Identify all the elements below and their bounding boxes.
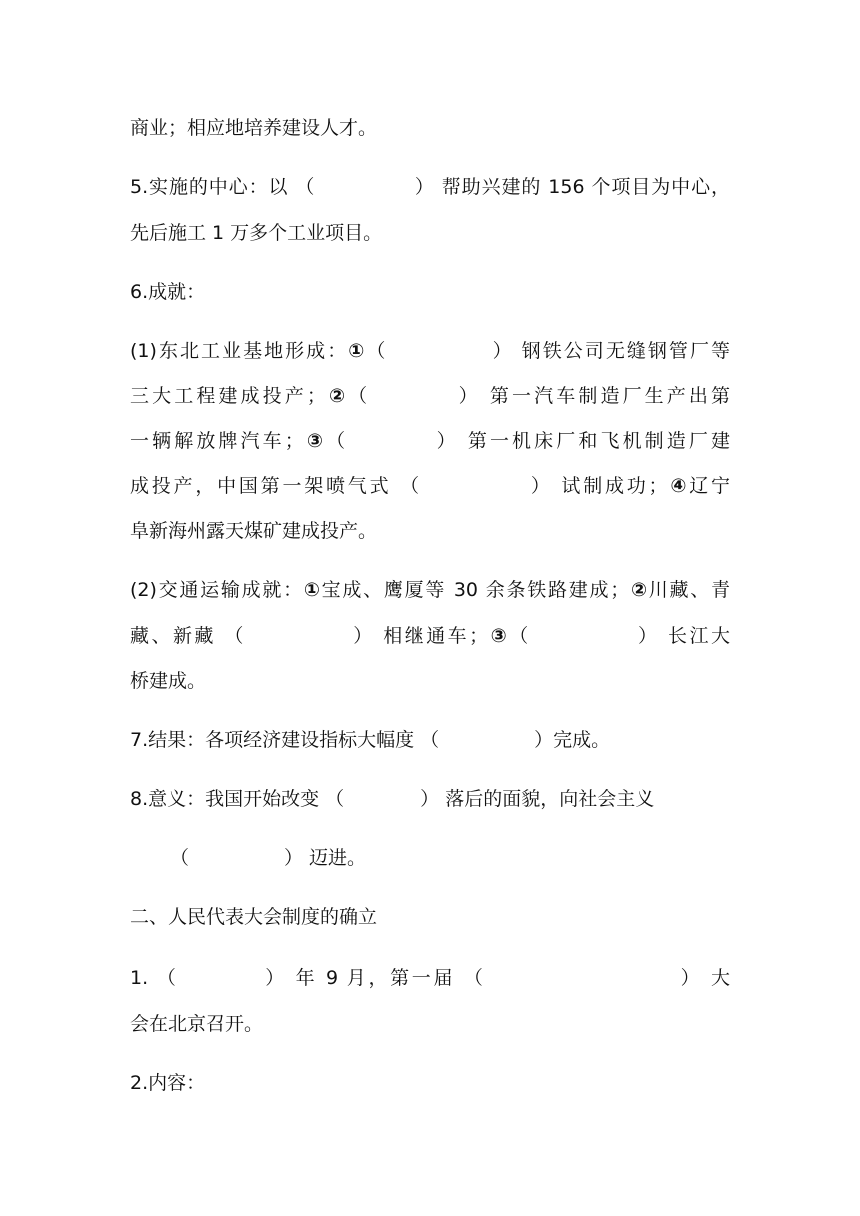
line-text: （ ） 长江大 [509, 625, 730, 647]
achievement-line-5: 阜新海州露天煤矿建成投产。 [130, 520, 378, 542]
achievement-line-1 [130, 335, 730, 367]
circled-number-2: ② [325, 385, 349, 407]
circled-number-4: ④ [667, 475, 690, 497]
subheading-text: (2)交通运输成就： [130, 579, 304, 601]
line-text: 藏、新藏 （ ） 相继通车； [130, 625, 489, 647]
line-text: （ ） 第一机床厂和飞机制造厂建 [326, 430, 730, 452]
circled-number-1: ① [348, 340, 367, 362]
line-text: 宝成、鹰厦等 30 余条铁路建成； [321, 579, 630, 601]
line-text: （ ） 第一汽车制造厂生产出第 [348, 385, 730, 407]
transport-line-2 [130, 620, 730, 652]
transport-line-1 [130, 574, 730, 606]
line-text: （ ） 钢铁公司无缝钢管厂等 [366, 340, 730, 362]
item-8-continuation: （ ） 迈进。 [170, 847, 367, 869]
line-text: 辽宁 [689, 475, 730, 497]
achievement-line-2 [130, 380, 730, 412]
item-5-line: 5.实施的中心：以 （ ） 帮助兴建的 156 个项目为中心， [130, 176, 730, 198]
circled-number-2: ② [629, 579, 649, 601]
achievement-line-4 [130, 470, 730, 502]
section-item-1-continuation: 会在北京召开。 [130, 1013, 264, 1035]
item-5-continuation: 先后施工 1 万多个工业项目。 [130, 222, 383, 244]
paragraph-line: 商业；相应地培养建设人才。 [130, 117, 378, 139]
circled-number-3: ③ [303, 430, 327, 452]
item-6-heading: 6.成就： [130, 281, 206, 303]
line-text: 成投产，中国第一架喷气式 （ ） 试制成功； [130, 475, 668, 497]
section-item-1-line: 1. （ ） 年 9 月，第一届 （ ） 大 [130, 967, 730, 989]
section-item-2-heading: 2.内容： [130, 1072, 206, 1094]
achievement-line-3 [130, 425, 730, 457]
line-text: 三大工程建成投产； [130, 385, 326, 407]
transport-line-3: 桥建成。 [130, 670, 207, 692]
item-7-line: 7.结果：各项经济建设指标大幅度 （ ）完成。 [130, 729, 611, 751]
circled-number-3: ③ [488, 625, 510, 647]
circled-number-1: ① [303, 579, 322, 601]
item-8-line: 8.意义：我国开始改变 （ ） 落后的面貌，向社会主义 [130, 788, 655, 810]
section-heading: 二、人民代表大会制度的确立 [130, 906, 378, 928]
subheading-text: (1)东北工业基地形成： [130, 340, 349, 362]
line-text: 川藏、青 [648, 579, 730, 601]
line-text: 一辆解放牌汽车； [130, 430, 304, 452]
